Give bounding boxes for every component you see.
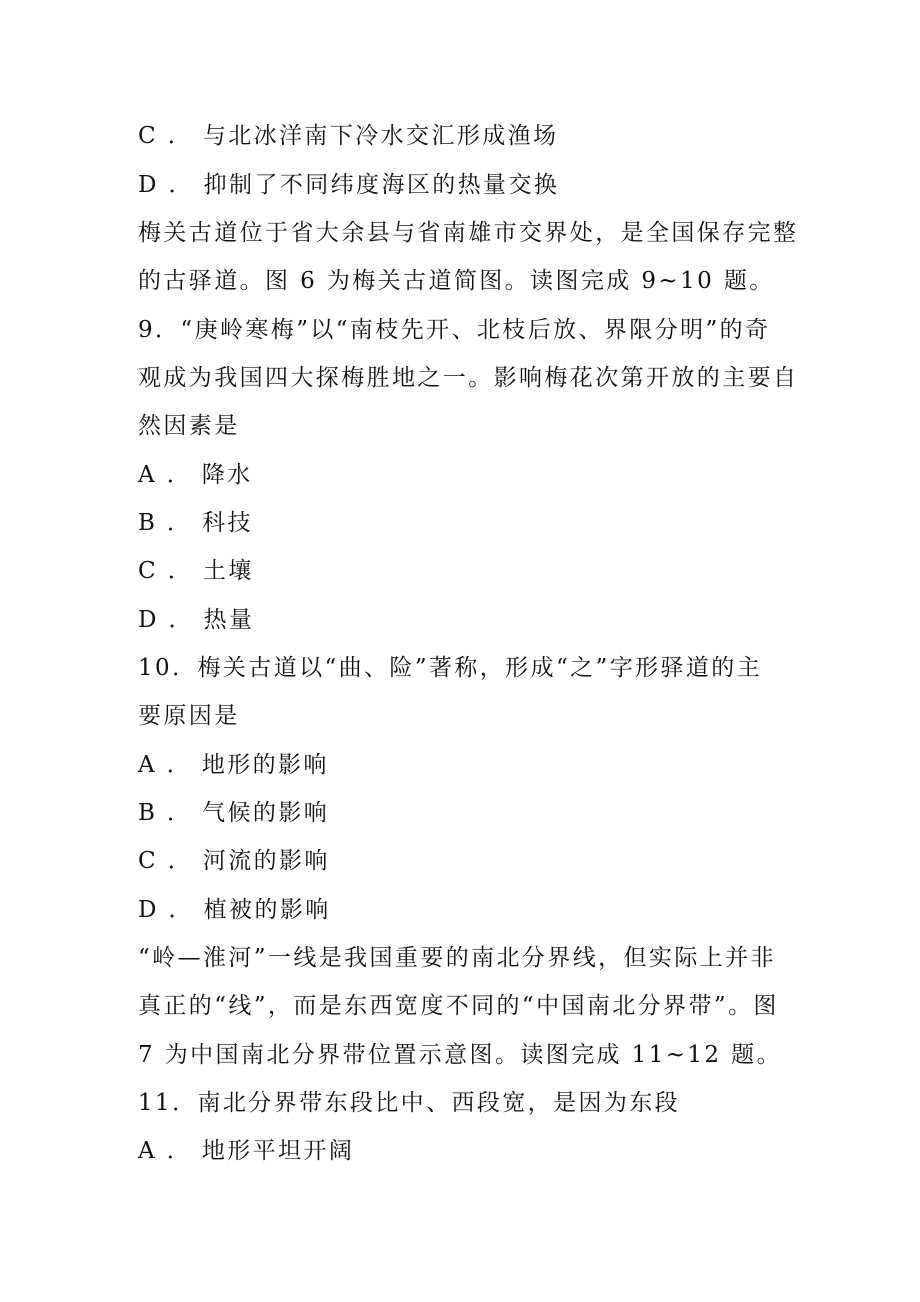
question-9-line-2: 观成为我国四大探梅胜地之一。影响梅花次第开放的主要自 bbox=[138, 365, 799, 391]
passage-meiguan-line-1: 梅关古道位于省大余县与省南雄市交界处，是全国保存完整 bbox=[138, 220, 799, 246]
option-a-q9: A ． 降水 bbox=[138, 462, 253, 488]
option-b-q10: B ． 气候的影响 bbox=[138, 800, 330, 826]
question-10-line-2: 要原因是 bbox=[138, 703, 240, 729]
option-a-q11: A ． 地形平坦开阔 bbox=[138, 1138, 355, 1164]
option-b-q9: B ． 科技 bbox=[138, 510, 253, 536]
option-c-q9: C ． 土壤 bbox=[138, 558, 254, 584]
option-c-q8: C ． 与北冰洋南下冷水交汇形成渔场 bbox=[138, 123, 559, 149]
passage-meiguan-line-2: 的古驿道。图 6 为梅关古道简图。读图完成 9~10 题。 bbox=[138, 268, 775, 294]
passage-boundary-line-2: 真正的“线”，而是东西宽度不同的“中国南北分界带”。图 bbox=[138, 993, 779, 1019]
question-9-line-3: 然因素是 bbox=[138, 413, 240, 439]
option-d-q9: D ． 热量 bbox=[138, 607, 255, 633]
option-d-q10: D ． 植被的影响 bbox=[138, 897, 331, 923]
question-11-line-1: 11．南北分界带东段比中、西段宽，是因为东段 bbox=[138, 1090, 681, 1116]
option-a-q10: A ． 地形的影响 bbox=[138, 752, 329, 778]
question-9-line-1: 9．“庚岭寒梅”以“南枝先开、北枝后放、界限分明”的奇 bbox=[138, 317, 771, 343]
option-c-q10: C ． 河流的影响 bbox=[138, 848, 330, 874]
passage-boundary-line-1: “岭—淮河”一线是我国重要的南北分界线，但实际上并非 bbox=[138, 945, 776, 971]
question-10-line-1: 10．梅关古道以“曲、险”著称，形成“之”字形驿道的主 bbox=[138, 655, 763, 681]
option-d-q8: D ． 抑制了不同纬度海区的热量交换 bbox=[138, 172, 560, 198]
passage-boundary-line-3: 7 为中国南北分界带位置示意图。读图完成 11~12 题。 bbox=[138, 1042, 782, 1068]
